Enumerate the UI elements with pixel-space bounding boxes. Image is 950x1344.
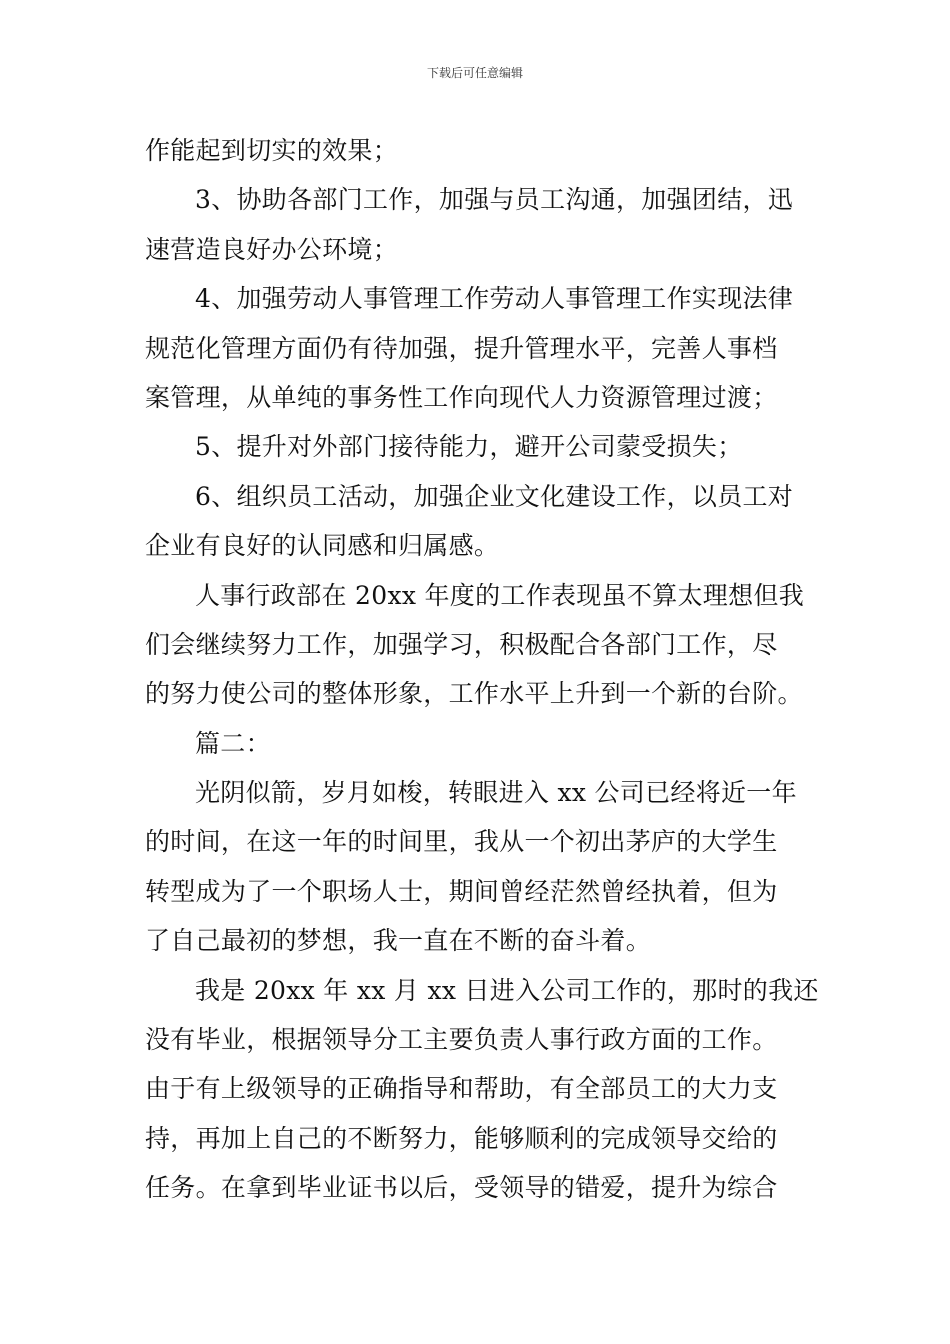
text-line: 持，再加上自己的不断努力，能够顺利的完成领导交给的: [145, 1123, 778, 1153]
text-line: 的时间，在这一年的时间里，我从一个初出茅庐的大学生: [145, 827, 778, 857]
text-line: 转型成为了一个职场人士，期间曾经茫然曾经执着，但为: [145, 876, 778, 906]
text-line: 4、加强劳动人事管理工作劳动人事管理工作实现法律: [195, 284, 794, 314]
text-line: 光阴似箭，岁月如梭，转眼进入 xx 公司已经将近一年: [195, 778, 797, 808]
text-line: 的努力使公司的整体形象，工作水平上升到一个新的台阶。: [145, 679, 803, 709]
text-line: 篇二：: [195, 728, 271, 758]
text-line: 任务。在拿到毕业证书以后，受领导的错爱，提升为综合: [145, 1173, 778, 1203]
text-line: 6、组织员工活动，加强企业文化建设工作，以员工对: [195, 481, 794, 511]
text-line: 企业有良好的认同感和归属感。: [145, 531, 500, 561]
text-line: 人事行政部在 20xx 年度的工作表现虽不算太理想但我: [195, 580, 805, 610]
document-body: [145, 126, 819, 1213]
text-line: 由于有上级领导的正确指导和帮助，有全部员工的大力支: [145, 1074, 778, 1104]
text-line: 5、提升对外部门接待能力，避开公司蒙受损失；: [195, 432, 743, 462]
text-line: 没有毕业，根据领导分工主要负责人事行政方面的工作。: [145, 1025, 778, 1055]
text-line: 案管理，从单纯的事务性工作向现代人力资源管理过渡；: [145, 382, 778, 412]
page-header: 下载后可任意编辑: [426, 66, 523, 80]
text-line: 我是 20xx 年 xx 月 xx 日进入公司工作的，那时的我还: [195, 975, 819, 1005]
text-line: 作能起到切实的效果；: [145, 136, 399, 165]
text-line: 规范化管理方面仍有待加强，提升管理水平，完善人事档: [145, 333, 778, 363]
text-line: 速营造良好办公环境；: [145, 234, 399, 264]
text-line: 了自己最初的梦想，我一直在不断的奋斗着。: [145, 926, 652, 956]
text-line: 们会继续努力工作，加强学习，积极配合各部门工作，尽: [145, 629, 778, 659]
text-line: 3、协助各部门工作，加强与员工沟通，加强团结，迅: [195, 185, 794, 215]
